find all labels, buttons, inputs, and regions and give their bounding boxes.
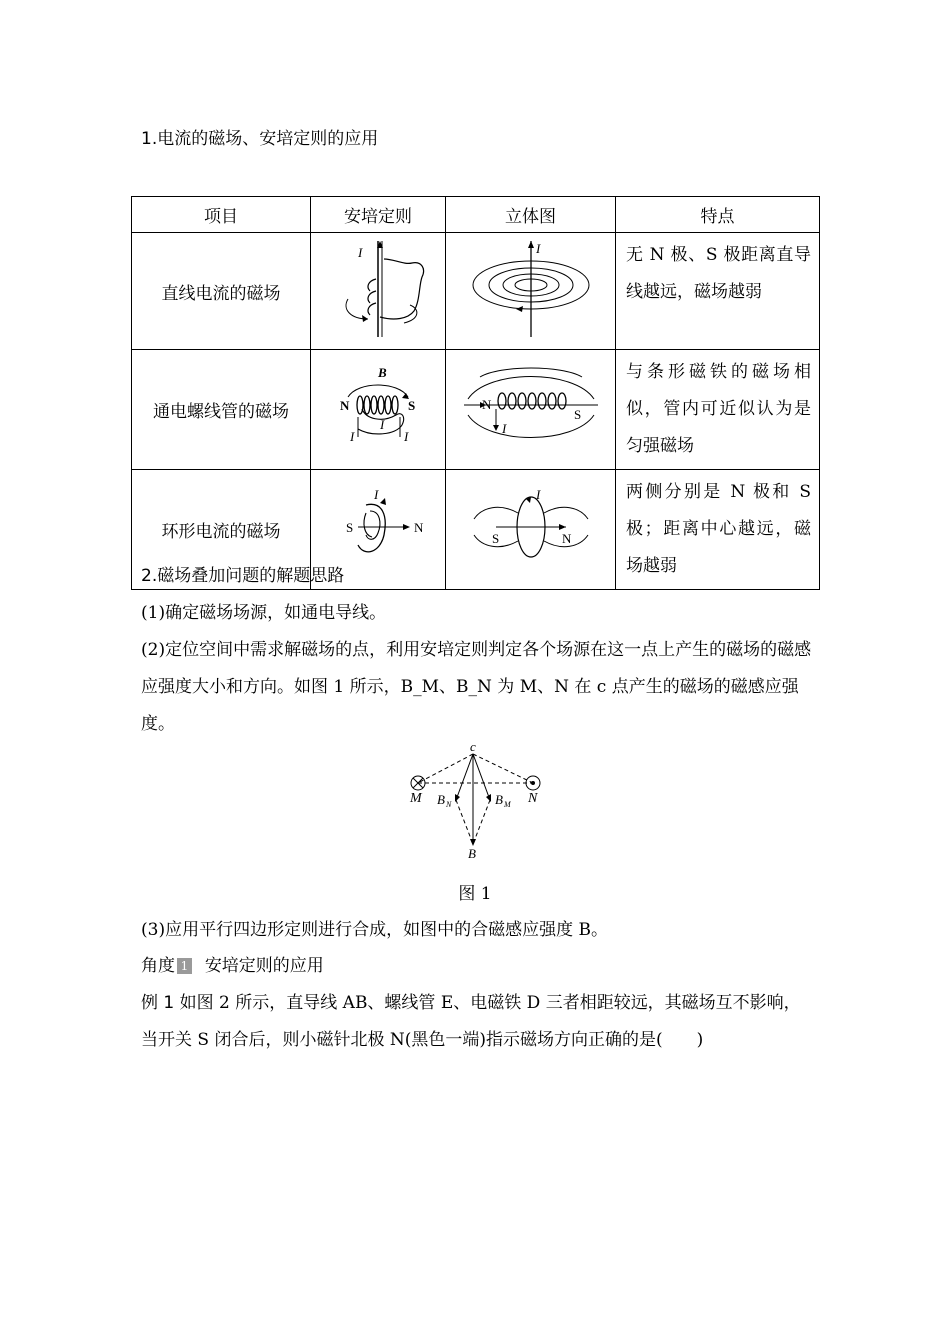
current-label: I (535, 487, 540, 502)
header-feature: 特点 (616, 197, 820, 233)
current-label: I (535, 240, 540, 256)
section1-title: 1.电流的磁场、安培定则的应用 (141, 129, 379, 149)
angle-heading (141, 948, 813, 985)
figure-1 (400, 740, 550, 862)
south-label: S (491, 531, 499, 546)
example-label: 例 1 (141, 993, 175, 1013)
label-B: B (468, 846, 476, 861)
label-BN-sub: N (446, 800, 452, 809)
angle-prefix: 角度 (141, 956, 175, 976)
label-BM-sub: M (504, 800, 511, 809)
solenoid-3d-figure (446, 350, 616, 470)
current-label: I (374, 487, 379, 502)
current-label: I (350, 429, 355, 444)
step2-text: (2)定位空间中需求解磁场的点，利用安培定则判定各个场源在这一点上产生的磁场的磁感应强度大小和方向。如图 1 所示，B_M、B_N 为 M、N 在 c 点产生的磁场的磁感应强度。 (141, 640, 812, 734)
table-row (132, 350, 820, 470)
south-label: S (346, 520, 354, 535)
north-label: N (414, 520, 424, 535)
straight-wire-3d-figure (446, 233, 616, 350)
header-rule: 安培定则 (311, 197, 446, 233)
ampere-rule-table (131, 196, 820, 590)
current-label: I (501, 421, 506, 436)
current-label: I (380, 417, 385, 432)
row-item: 环形电流的磁场 (132, 470, 311, 590)
header-item: 项目 (132, 197, 311, 233)
row-feature: 与条形磁铁的磁场相似，管内可近似认为是匀强磁场 (616, 350, 820, 470)
label-BN: B (437, 792, 445, 807)
current-label: I (358, 244, 363, 260)
south-label: S (573, 407, 581, 422)
north-label: N (481, 397, 491, 412)
label-M: M (410, 791, 422, 806)
example-text: 如图 2 所示，直导线 AB、螺线管 E、电磁铁 D 三者相距较远，其磁场互不影响，当开关 S 闭合后，则小磁针北极 N(黑色一端)指示磁场方向正确的是( ) (141, 993, 801, 1050)
step1-text: (1)确定磁场场源，如通电导线。 (141, 603, 387, 623)
straight-wire-hand-figure (311, 233, 446, 350)
north-label: N (561, 531, 571, 546)
figure-1-caption: 图 1 (458, 884, 492, 904)
field-label: B (378, 365, 387, 380)
header-3d: 立体图 (446, 197, 616, 233)
south-label: S (408, 398, 416, 413)
row-item: 通电螺线管的磁场 (132, 350, 311, 470)
table-header-row (132, 197, 820, 233)
label-c: c (470, 740, 476, 754)
row-feature: 无 N 极、S 极距离直导线越远，磁场越弱 (616, 233, 820, 350)
row-feature: 两侧分别是 N 极和 S 极；距离中心越远，磁场越弱 (616, 470, 820, 590)
current-label: I (404, 429, 409, 444)
solenoid-hand-figure (311, 350, 446, 470)
angle-text: 安培定则的应用 (204, 956, 324, 976)
section2-title: 2.磁场叠加问题的解题思路 (141, 566, 345, 586)
step3-text: (3)应用平行四边形定则进行合成，如图中的合磁感应强度 B。 (141, 920, 608, 940)
row-item: 直线电流的磁场 (132, 233, 311, 350)
table-row (132, 233, 820, 350)
label-N: N (528, 791, 538, 806)
north-label: N (340, 398, 350, 413)
example-1 (141, 985, 813, 1059)
label-BM: B (495, 792, 503, 807)
angle-badge: 1 (177, 958, 192, 974)
